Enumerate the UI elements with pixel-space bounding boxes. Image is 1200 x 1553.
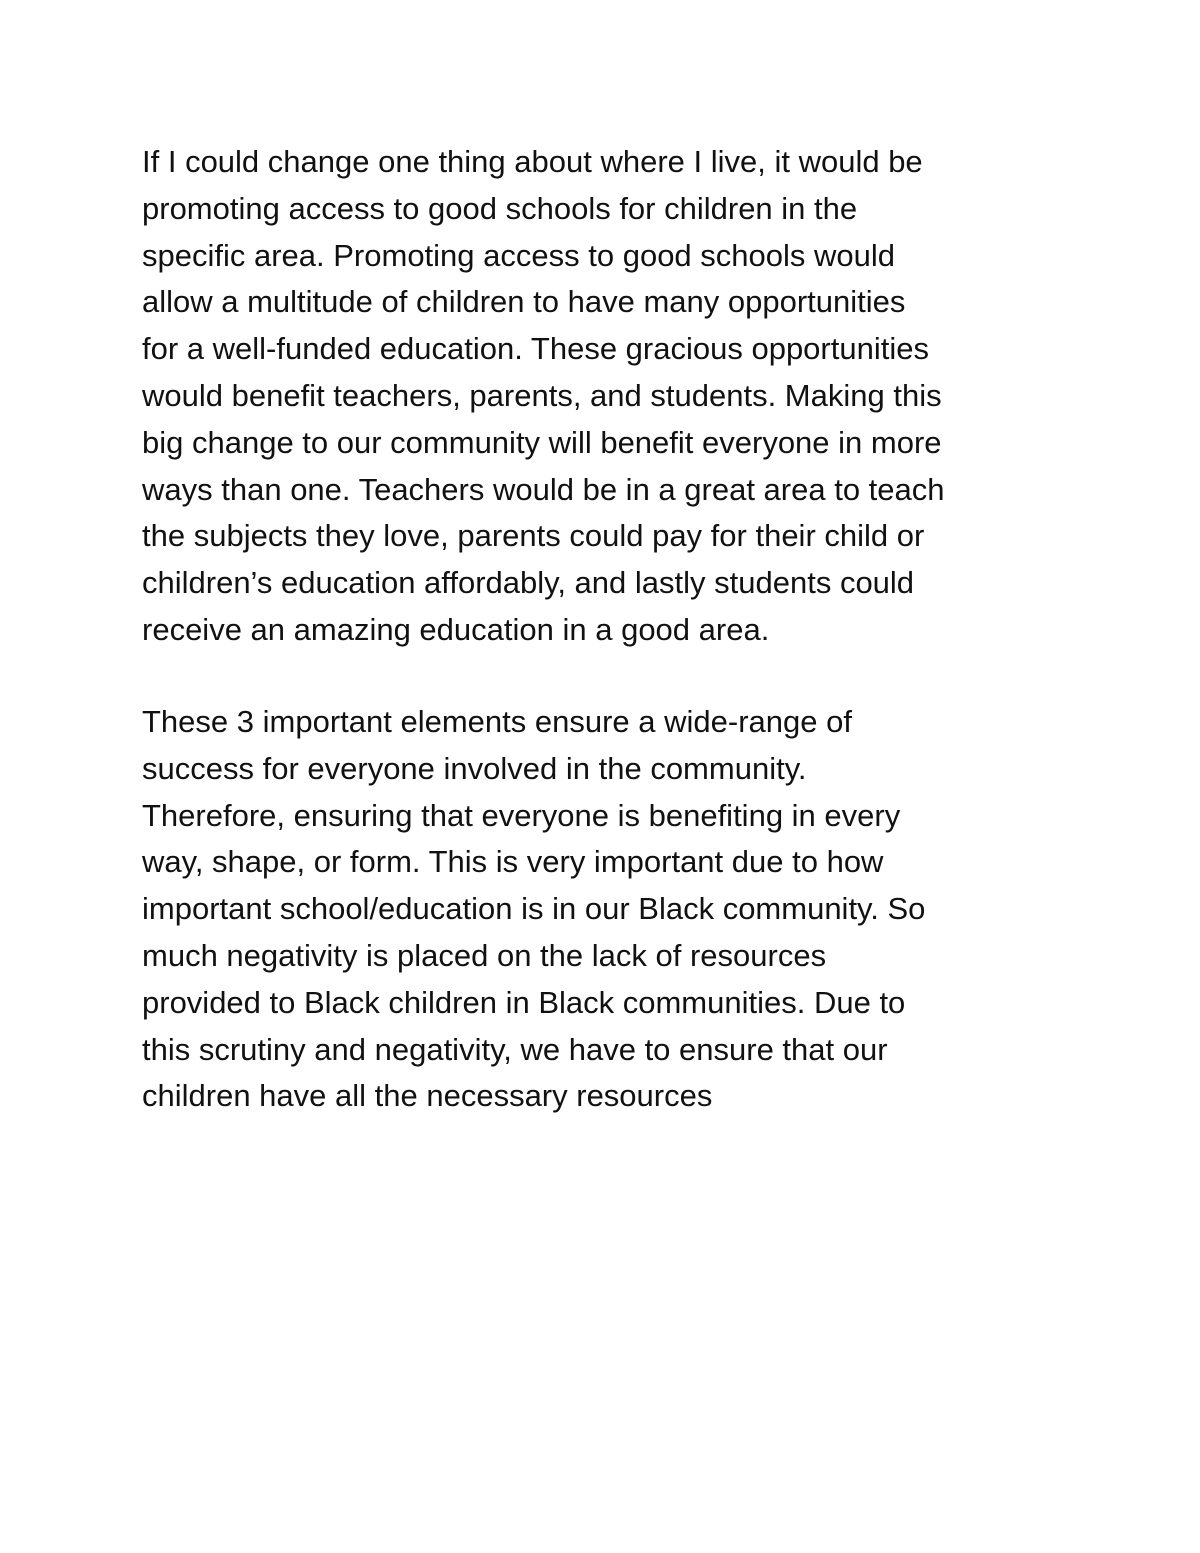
text-line: for a well-funded education. These gracious opportunities (142, 331, 929, 367)
paragraph-1 (142, 139, 1082, 654)
text-line: If I could change one thing about where I live, it would be (142, 144, 923, 179)
text-line: big change to our community will benefit everyone in more (142, 424, 942, 460)
text-line: important school/education is in our Black community. So (142, 891, 926, 927)
text-line: Therefore, ensuring that everyone is benefiting in every (142, 797, 901, 833)
text-line: children have all the necessary resources (142, 1078, 713, 1114)
text-line: this scrutiny and negativity, we have to ensure that our (142, 1031, 888, 1067)
text-line: allow a multitude of children to have many opportunities (142, 284, 906, 320)
text-line: specific area. Promoting access to good schools would (142, 237, 896, 273)
text-line: receive an amazing education in a good area. (142, 611, 770, 647)
text-line: much negativity is placed on the lack of resources (142, 937, 827, 973)
text-line: would benefit teachers, parents, and students. Making this (142, 377, 942, 413)
text-line: provided to Black children in Black communities. Due to (142, 984, 906, 1020)
text-line: success for everyone involved in the community. (142, 750, 807, 786)
text-line: the subjects they love, parents could pay for their child or (142, 518, 925, 554)
text-line: children’s education affordably, and lastly students could (142, 565, 915, 601)
text-line: ways than one. Teachers would be in a great area to teach (142, 471, 945, 507)
text-line: promoting access to good schools for children in the (142, 190, 858, 226)
text-line: These 3 important elements ensure a wide-range of (142, 704, 852, 739)
text-line: way, shape, or form. This is very important due to how (142, 844, 884, 880)
paragraph-2 (142, 699, 1082, 1120)
